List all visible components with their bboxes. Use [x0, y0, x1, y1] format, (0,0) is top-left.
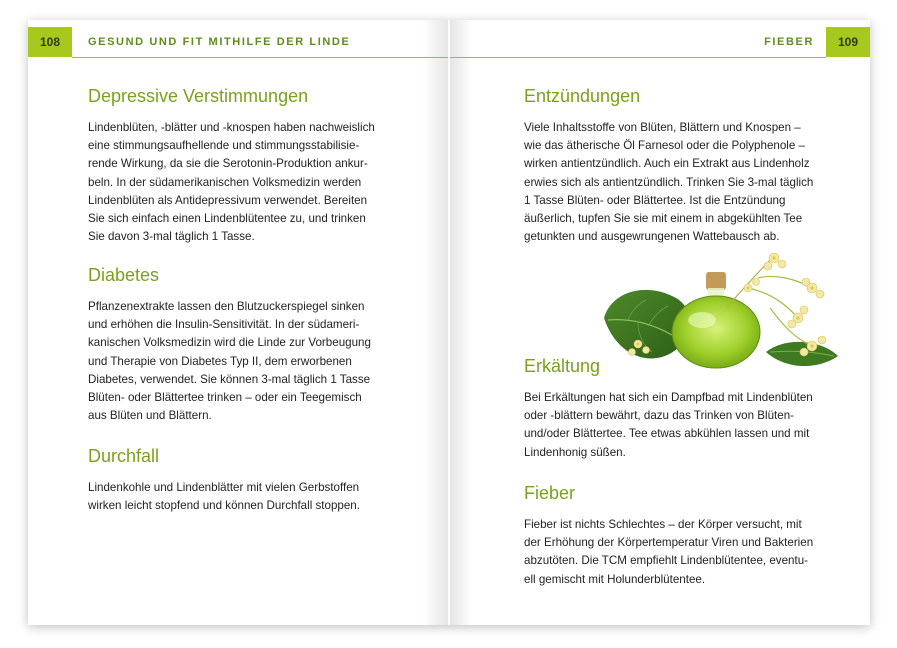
text-line: äußerlich, tupfen Sie sie mit einem in abgekühlten Tee	[524, 212, 803, 226]
text-line: Lindenhonig süßen.	[524, 445, 626, 459]
page-number: 109	[826, 27, 870, 57]
text-line: Diabetes, verwendet. Sie können 3-mal täglich 1 Tasse	[88, 372, 371, 386]
text-line: wirken leicht stopfend und können Durchfall stoppen.	[88, 499, 360, 513]
header-rule	[72, 57, 448, 58]
section-heading: Entzündungen	[524, 86, 641, 106]
section-body	[88, 298, 418, 425]
header-rule	[450, 57, 826, 58]
text-line: 1 Tasse Blüten- oder Blättertee. Ist die Entzündung	[524, 193, 786, 207]
section-heading: Erkältung	[524, 356, 601, 376]
right-page	[450, 20, 870, 625]
section-fieber	[524, 483, 854, 589]
book-spread	[28, 20, 870, 625]
text-line: und Therapie von Diabetes Typ II, dem erworbenen	[88, 354, 352, 368]
text-line: wirken antientzündlich. Auch ein Extrakt aus Lindenholz	[524, 157, 810, 171]
text-line: Sie davon 3-mal täglich 1 Tasse.	[88, 230, 255, 244]
section-body	[88, 479, 418, 515]
section-heading: Depressive Verstimmungen	[88, 86, 309, 106]
text-line: kanischen Volksmedizin wird die Linde zur Vorbeugung	[88, 336, 371, 350]
section-heading: Diabetes	[88, 265, 160, 285]
section-body	[88, 119, 418, 246]
text-line: Sie sich einfach einen Lindenblütentee zu, und trinken	[88, 212, 366, 226]
text-line: wie das ätherische Öl Farnesol oder die Polyphenole –	[524, 139, 805, 153]
section-durchfall	[88, 446, 418, 515]
text-line: oder -blättern bewährt, dazu das Trinken von Blüten-	[524, 409, 795, 423]
section-heading: Durchfall	[88, 446, 160, 466]
text-line: Bei Erkältungen hat sich ein Dampfbad mit Lindenblüten	[524, 391, 813, 404]
text-line: Fieber ist nichts Schlechtes – der Körper versucht, mit	[524, 518, 802, 531]
section-body	[524, 119, 854, 246]
section-heading: Fieber	[524, 483, 576, 503]
text-line: rende Wirkung, da sie die Serotonin-Produktion ankur-	[88, 157, 368, 171]
section-erkaeltung	[524, 356, 854, 462]
text-line: und/oder Blättertee. Tee etwas abkühlen lassen und mit	[524, 427, 810, 441]
text-line: Viele Inhaltsstoffe von Blüten, Blättern und Knospen –	[524, 121, 801, 134]
page-number: 108	[28, 27, 72, 57]
text-line: aus Blüten und Blättern.	[88, 409, 212, 423]
text-line: Lindenblüten als Antidepressivum verwendet. Bereiten	[88, 193, 368, 207]
text-line: der Erhöhung der Körpertemperatur Viren und Bakterien	[524, 536, 814, 550]
text-line: und erhöhen die Insulin-Sensitivität. In der südameri-	[88, 318, 360, 332]
text-line: Lindenkohle und Lindenblätter mit vielen Gerbstoffen	[88, 481, 360, 494]
text-line: Blüten- oder Blättertee trinken – oder ein Teegemisch	[88, 391, 362, 405]
section-body	[524, 516, 854, 589]
left-page	[28, 20, 448, 625]
running-head: FIEBER	[764, 36, 814, 48]
gutter-shadow	[422, 20, 448, 625]
text-line: abzutöten. Die TCM empfiehlt Lindenblütentee, eventu-	[524, 554, 809, 568]
section-entzuendungen	[524, 86, 854, 246]
text-line: erwies sich als antientzündlich. Trinken Sie 3-mal täglich	[524, 175, 814, 189]
text-line: Pflanzenextrakte lassen den Blutzuckerspiegel sinken	[88, 300, 365, 313]
text-line: ell gemischt mit Holunderblütentee.	[524, 572, 706, 586]
section-diabetes	[88, 265, 418, 425]
text-line: beln. In der südamerikanischen Volksmedizin werden	[88, 175, 362, 189]
section-body	[524, 389, 854, 462]
text-line: eine stimmungsaufhellende und stimmungsstabilisie-	[88, 139, 360, 153]
text-line: getunkten und ausgewrungenen Wattebausch ab.	[524, 230, 780, 244]
text-line: Lindenblüten, -blätter und -knospen haben nachweislich	[88, 121, 375, 134]
section-depressive-verstimmungen	[88, 86, 418, 246]
running-head: GESUND UND FIT MITHILFE DER LINDE	[88, 36, 351, 48]
gutter-shadow	[450, 20, 472, 625]
